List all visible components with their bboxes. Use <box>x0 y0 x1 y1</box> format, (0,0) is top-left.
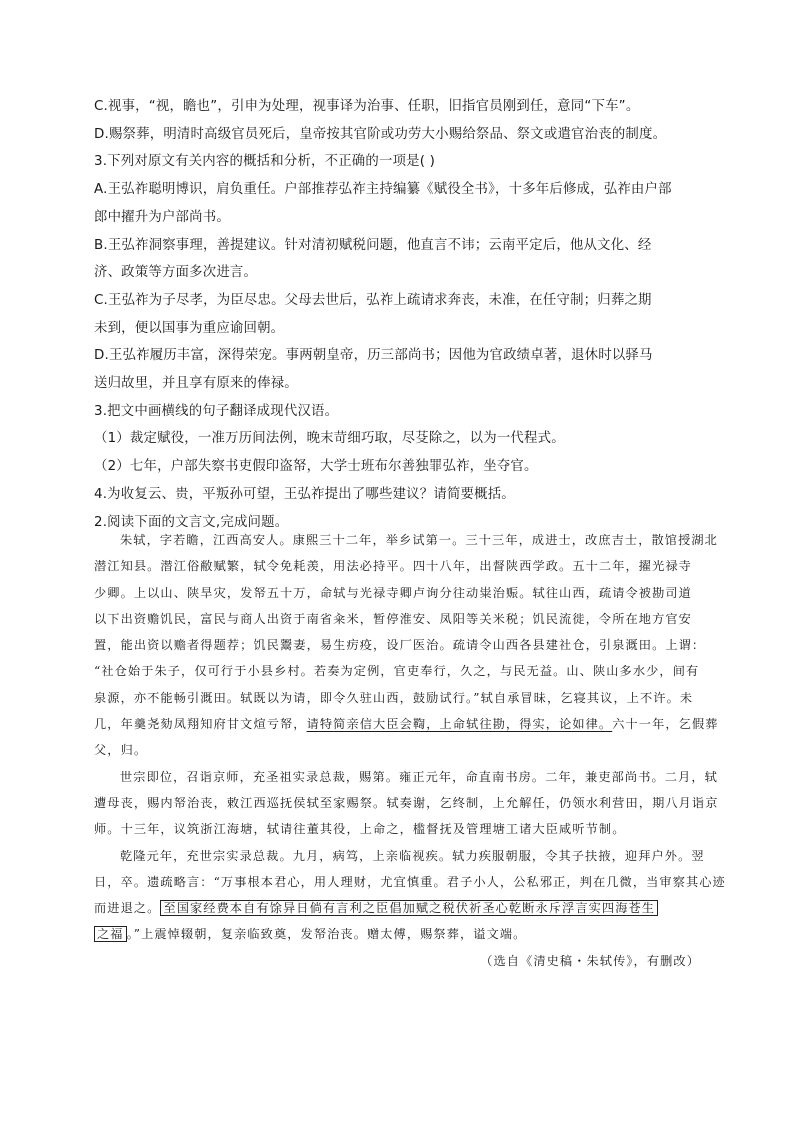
q3-option-d-line-2: 送归故里，并且享有原来的俸禄。 <box>94 376 298 392</box>
passage-p1-line-1: 朱轼，字若瞻，江西高安人。康熙三十二年，举乡试第一。三十三年，成进士，改庶吉士，散馆授湖北 <box>120 533 718 547</box>
passage-source: （选自《清史稿・朱轼传》，有删改） <box>480 953 700 968</box>
passage-p1-line-6: “社仓始于朱子，仅可行于小县乡村。若奏为定例，官吏奉行，久之，与民无益。山、陕山多水少，间有 <box>94 664 700 679</box>
passage-p1-line-4: 以下出资赡饥民，富民与商人出资于南省籴米，暂停淮安、凤阳等关米税；饥民流徙，令所在地方官安 <box>94 611 692 626</box>
passage-p1-line-5: 置，能出资以赡者得题荐；饥民鬻妻，易生疠疫，设厂医治。疏请令山西各县建社仓，引泉溉田。上谓： <box>94 638 706 653</box>
passage-p1-line-8 <box>94 711 719 737</box>
passage-p2-line-2: 遭母丧，赐内帑治丧，敕江西巡抚侯轼至家赐祭。轼奏谢，乞终制，上允解任，仍领水利营田，期八月诣京 <box>94 795 719 810</box>
underlined-sentence: 请特简亲信大臣会鞫，上命轼往勘，得实，论如律。 <box>306 717 613 732</box>
q3-option-c-line-2: 未到，便以国事为重应谕回朝。 <box>94 320 285 336</box>
q3-option-b-line-2: 济、政策等方面多次进言。 <box>94 265 258 281</box>
passage-p3-line-3 <box>94 895 708 921</box>
passage-p2-line-1: 世宗即位，召诣京师，充圣祖实录总裁，赐第。雍正元年，命直南书房。二年，兼吏部尚书。二月，轼 <box>120 769 718 784</box>
question-4-stem: 4.为收复云、贵，平叛孙可望，王弘祚提出了哪些建议？请简要概括。 <box>94 486 515 502</box>
question-block <box>94 93 714 536</box>
translate-question-stem: 3.把文中画横线的句子翻译成现代汉语。 <box>94 403 339 419</box>
passage-p3-line-4 <box>94 921 708 947</box>
translate-sentence-1: （1）裁定赋役，一准万历间法例，晚末苛细巧取，尽芟除之，以为一代程式。 <box>94 431 565 447</box>
q3-option-c-line-1: C.王弘祚为子尽孝，为臣尽忠。父母去世后，弘祚上疏请求奔丧，未准，在任守制；归葬之期 <box>94 292 652 308</box>
passage-p1-line-8-end: 六十一年，乞假葬 <box>612 717 719 732</box>
passage-p1-line-8-start: 几，年羹尧劾凤翔知府甘文煊亏帑， <box>94 717 307 732</box>
passage-p3-line-3-start: 而进退之。 <box>94 901 161 916</box>
question-3-stem: 3.下列对原文有关内容的概括和分析，不正确的一项是( ) <box>94 154 436 170</box>
passage-p1-line-7: 泉源，亦不能畅引溉田。轼既以为请，即令久驻山西，鼓励试行。”轼自承冒昧，乞寝其议，上不许。未 <box>94 690 694 705</box>
passage-p3-line-2: 日，卒。遗疏略言：“万事根本君心，用人理财，尤宜慎重。君子小人，公私邪正，判在几微，当审察其心迹 <box>94 874 726 889</box>
translate-sentence-2: （2）七年，户部失察书吏假印盗帑，大学士班布尔善独罪弘祚，坐夺官。 <box>94 459 538 475</box>
boxed-sentence-part-2: 之福 <box>94 926 127 942</box>
option-d-line: D.赐祭葬，明清时高级官员死后，皇帝按其官阶或功劳大小赐给祭品、祭文或遣官治丧的制度。 <box>94 126 667 142</box>
boxed-sentence-part-1: 至国家经费本自有馀异日倘有言利之臣倡加赋之税伏祈圣心乾断永斥浮言实四海苍生 <box>160 900 658 916</box>
q3-option-b-line-1: B.王弘祚洞察事理，善提建议。针对清初赋税问题，他直言不讳；云南平定后，他从文化、经 <box>94 237 652 253</box>
q3-option-a-line-2: 郎中擢升为户部尚书。 <box>94 209 230 225</box>
question-2-stem: 2.阅读下面的文言文,完成问题。 <box>94 514 289 530</box>
classical-passage <box>94 527 726 974</box>
option-c-line: C.视事，“视，瞻也”，引申为处理，视事译为治事、任职，旧指官员刚到任，意同“下车”。 <box>94 99 640 114</box>
passage-p2-line-3: 师。十三年，议筑浙江海塘，轼请往董其役，上命之，槛督抚及管理塘工诸大臣咸听节制。 <box>94 822 626 837</box>
passage-p3-line-4-end: 。”上震悼辍朝，复亲临致奠，发帑治丧。赠太傅，赐祭葬，谥文端。 <box>126 927 527 942</box>
passage-p1-line-3: 少卿。上以山、陕旱灾，发帑五十万，命轼与光禄寺卿卢询分往动粜治赈。轼往山西，疏请令被勘司道 <box>94 585 692 600</box>
passage-p1-line-9: 父，归。 <box>94 743 148 758</box>
q3-option-a-line-1: A.王弘祚聪明博识，肩负重任。户部推荐弘祚主持编纂《赋役全书》，十多年后修成，弘祚由户部 <box>94 182 672 198</box>
q3-option-d-line-1: D.王弘祚履历丰富，深得荣宠。事两朝皇帝，历三部尚书；因他为官政绩卓著，退休时以驿马 <box>94 348 653 364</box>
passage-p1-line-2: 潜江知县。潜江俗敝赋繁，轼令免耗羡，用法必持平。四十八年，出督陕西学政。五十二年，擢光禄寺 <box>94 559 692 574</box>
passage-p3-line-1: 乾隆元年，充世宗实录总裁。九月，病笃，上亲临视疾。轼力疾服朝服，令其子扶掖，迎拜户外。翌 <box>120 848 705 863</box>
